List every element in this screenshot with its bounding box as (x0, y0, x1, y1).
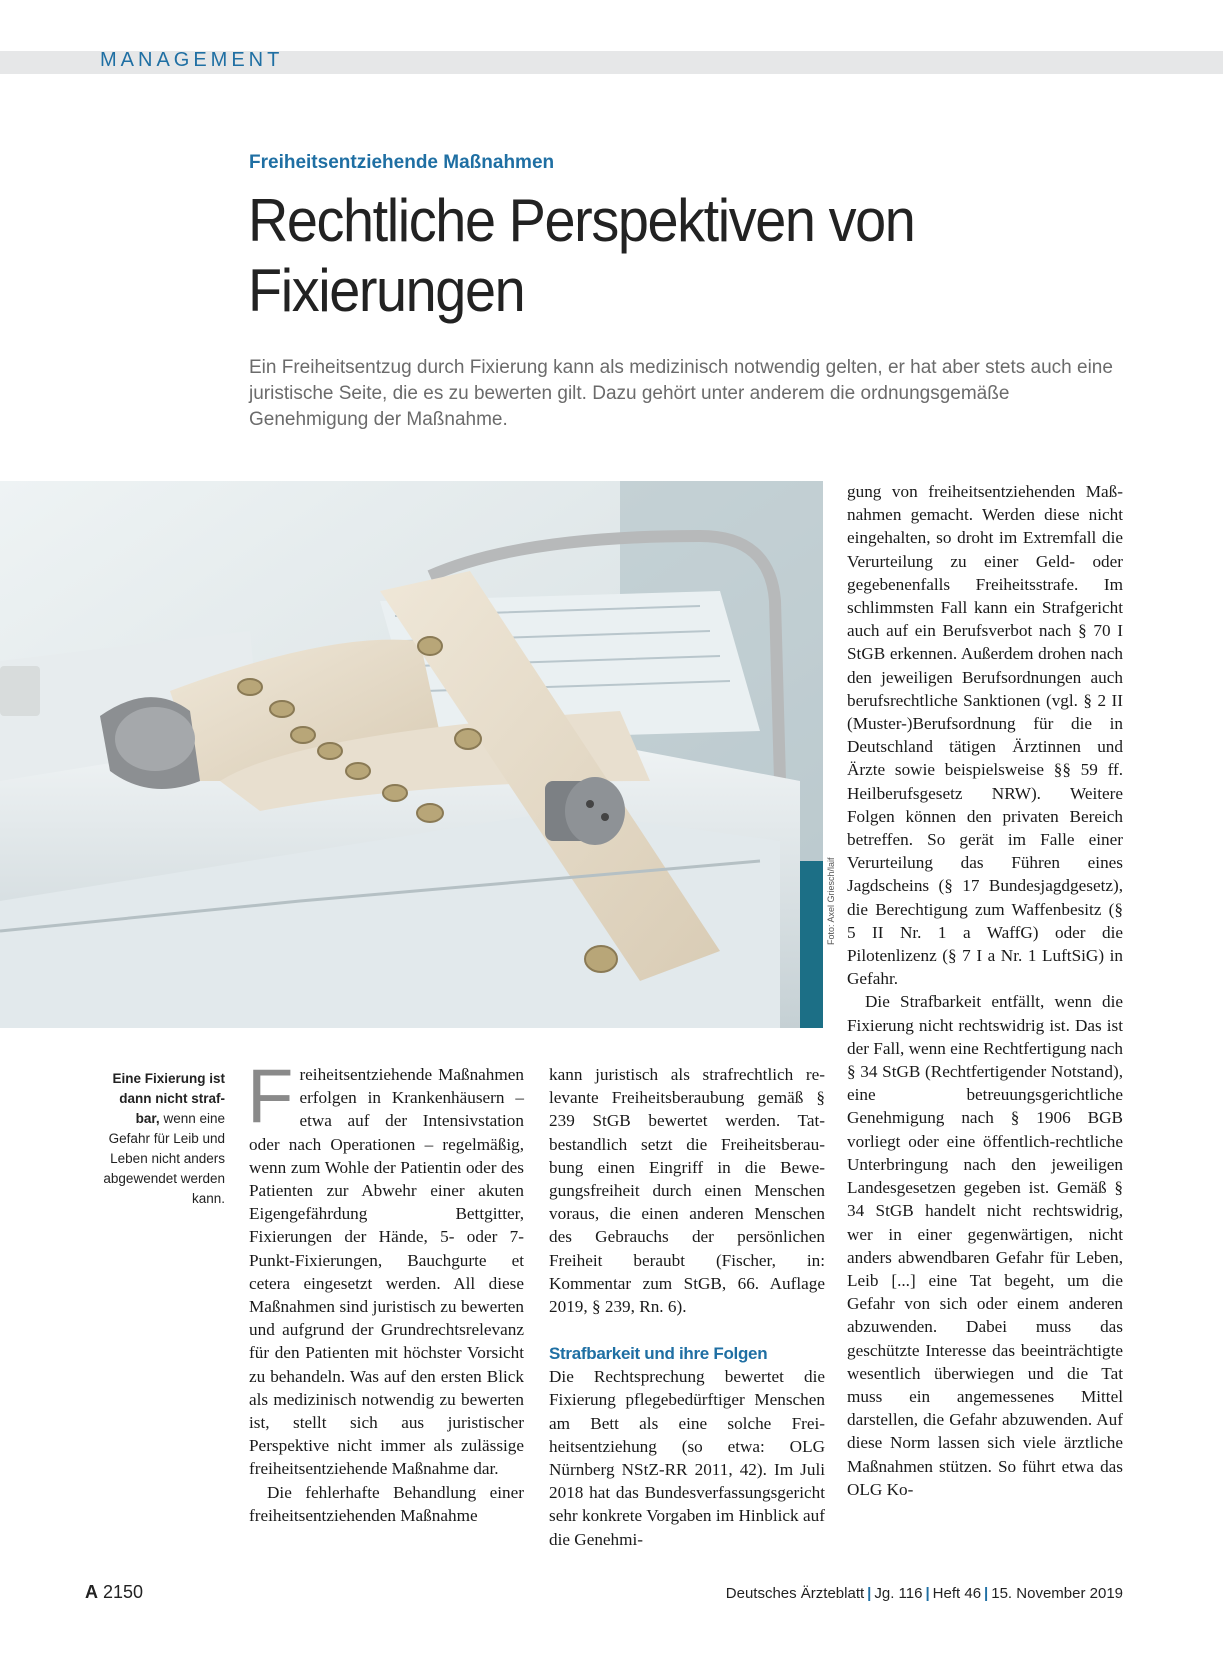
page-prefix: A (85, 1582, 98, 1602)
body-paragraph: Die Strafbarkeit entfällt, wenn die Fixierung nicht rechtswidrig ist. Das ist der Fall, wenn eine Rechtfertigung nach § 34 StGB (Rechtfertigender Notstand), eine betreuungsgerichtliche Genehmigung nach § 1906 BGB vorliegt oder eine öffentlich-rechtliche Unterbringung nach den jeweiligen Landesgesetzen gegeben ist. Gemäß § 34 StGB handelt nicht rechtswidrig, wer in einer gegenwärtigen, nicht anders abwendbaren Gefahr für Leben, Leib [...] eine Tat begeht, um die Gefahr von sich oder einem anderen abzuwenden. Dabei muss das geschützte Interesse das beeinträchtigte wesentlich überwiegen und die Tat muss ein angemessenes Mittel darstellen, die Gefahr abzuwenden. Auf diese Norm lassen sich viele ärztliche Maßnahmen stützen. So führt etwa das OLG Ko- (847, 992, 1123, 1499)
journal-volume: Jg. 116 (874, 1585, 923, 1602)
page-number-value: 2150 (103, 1582, 144, 1602)
section-subhead: Strafbarkeit und ihre Folgen (549, 1344, 768, 1364)
journal-name: Deutsches Ärzteblatt (725, 1585, 865, 1602)
text-column-2 (549, 1063, 825, 1551)
journal-footer: Deutsches Ärzteblatt | Jg. 116 | Heft 46 | 15. November 2019 (725, 1585, 1123, 1602)
journal-date: 15. November 2019 (991, 1585, 1123, 1602)
text-column-3 (847, 480, 1123, 1501)
article-kicker: Freiheitsentziehende Maßnahmen (249, 152, 555, 173)
photo-credit: Foto: Axel Griesch/laif (826, 857, 836, 945)
body-paragraph: Die Rechtsprechung bewertet die Fixierung pflegebedürftiger Menschen am Bett als eine solche Freiheitsentziehung (so etwa: OLG Nürnberg NStZ-RR 2011, 42). Im Juli 2018 hat das Bundesverfassungsgericht sehr konkrete Vorgaben im Hinblick auf die Genehmi- (549, 1367, 825, 1549)
caption-text: wenn eine Gefahr für Leib und Leben nicht anders abgewendet werden kann. (103, 1111, 225, 1206)
body-paragraph: Die fehlerhafte Behandlung einer freiheitsentziehenden Maßnahme (249, 1482, 524, 1525)
title-line-1: Rechtliche Perspektiven von (248, 187, 915, 254)
body-paragraph: reiheitsentziehende Maßnahmen erfolgen in Krankenhäusern – etwa auf der Intensivstation oder nach Operationen – regelmäßig, wenn zum Wohle der Patientin oder des Patienten zur Abwehr einer akuten Eigengefährdung Bettgitter, Fixierungen der Hände, 5- oder 7-Punkt-Fixierungen, Bauchgurte et cetera eingesetzt werden. All diese Maßnahmen sind juristisch zu bewerten und aufgrund der Grundrechtsrelevanz für den Patienten mit höchster Vorsicht zu behandeln. Was auf den ersten Blick als medizinisch notwendig zu bewerten ist, stellt sich aus juristischer Perspektive nicht immer als zulässige freiheitsentziehende Maßnahme dar. (249, 1065, 524, 1479)
article-lead: Ein Freiheitsentzug durch Fixierung kann als medizinisch notwendig gelten, er hat aber stets auch eine juristische Seite, die es zu bewerten gilt. Dazu gehört unter anderem die ordnungsgemäße Genehmigung der Maßnahme. (249, 357, 1113, 430)
body-paragraph: kann juristisch als strafrechtlich relevante Freiheitsberaubung gemäß § 239 StGB bewertet werden. Tatbestandlich setzt die Freiheitsberaubung einen Eingriff in die Bewegungsfreiheit durch einen Menschen voraus, die einen anderen Menschen des Gebrauchs der persönlichen Freiheit beraubt (Fischer, in: Kommentar zum StGB, 66. Auflage 2019, § 239, Rn. 6). (549, 1065, 825, 1317)
article-title (248, 186, 1085, 326)
drop-cap: F (247, 1054, 294, 1139)
journal-issue: Heft 46 (932, 1585, 982, 1602)
text-column-1 (247, 1054, 524, 1527)
page-number (85, 1582, 143, 1603)
body-paragraph: gung von freiheitsentziehenden Maßnahmen gemacht. Werden diese nicht eingehalten, so droht im Extremfall die Verurteilung zu einer Geld- oder gegebenenfalls Freiheitsstrafe. Im schlimmsten Fall kann ein Strafgericht auch auf ein Berufsverbot nach § 70 I StGB erkennen. Außerdem drohen nach den jeweiligen Berufsordnungen auch berufsrechtliche Sanktionen (vgl. § 2 II (Muster-)Berufsordnung für die in Deutschland tätigen Ärztinnen und Ärzte sowie beispielsweise §§ 59 ff. Heilberufsgesetz NRW). Weitere Folgen können den privaten Bereich betreffen. So gerät im Falle einer Verurteilung das Führen eines Jagdscheins (§ 17 Bundesjagdgesetz), die Berechtigung zum Waffenbesitz (§ 5 II Nr. 1 a WaffG) oder die Pilotenlizenz (§ 7 I a Nr. 1 LuftSiG) in Gefahr. (847, 482, 1123, 989)
section-label: MANAGEMENT (100, 49, 284, 71)
caption-bold: Eine Fixierung ist dann nicht strafbar, (112, 1071, 225, 1126)
article-photo (0, 481, 823, 1028)
title-line-2: Fixierungen (248, 257, 525, 324)
photo-caption (100, 1069, 225, 1209)
